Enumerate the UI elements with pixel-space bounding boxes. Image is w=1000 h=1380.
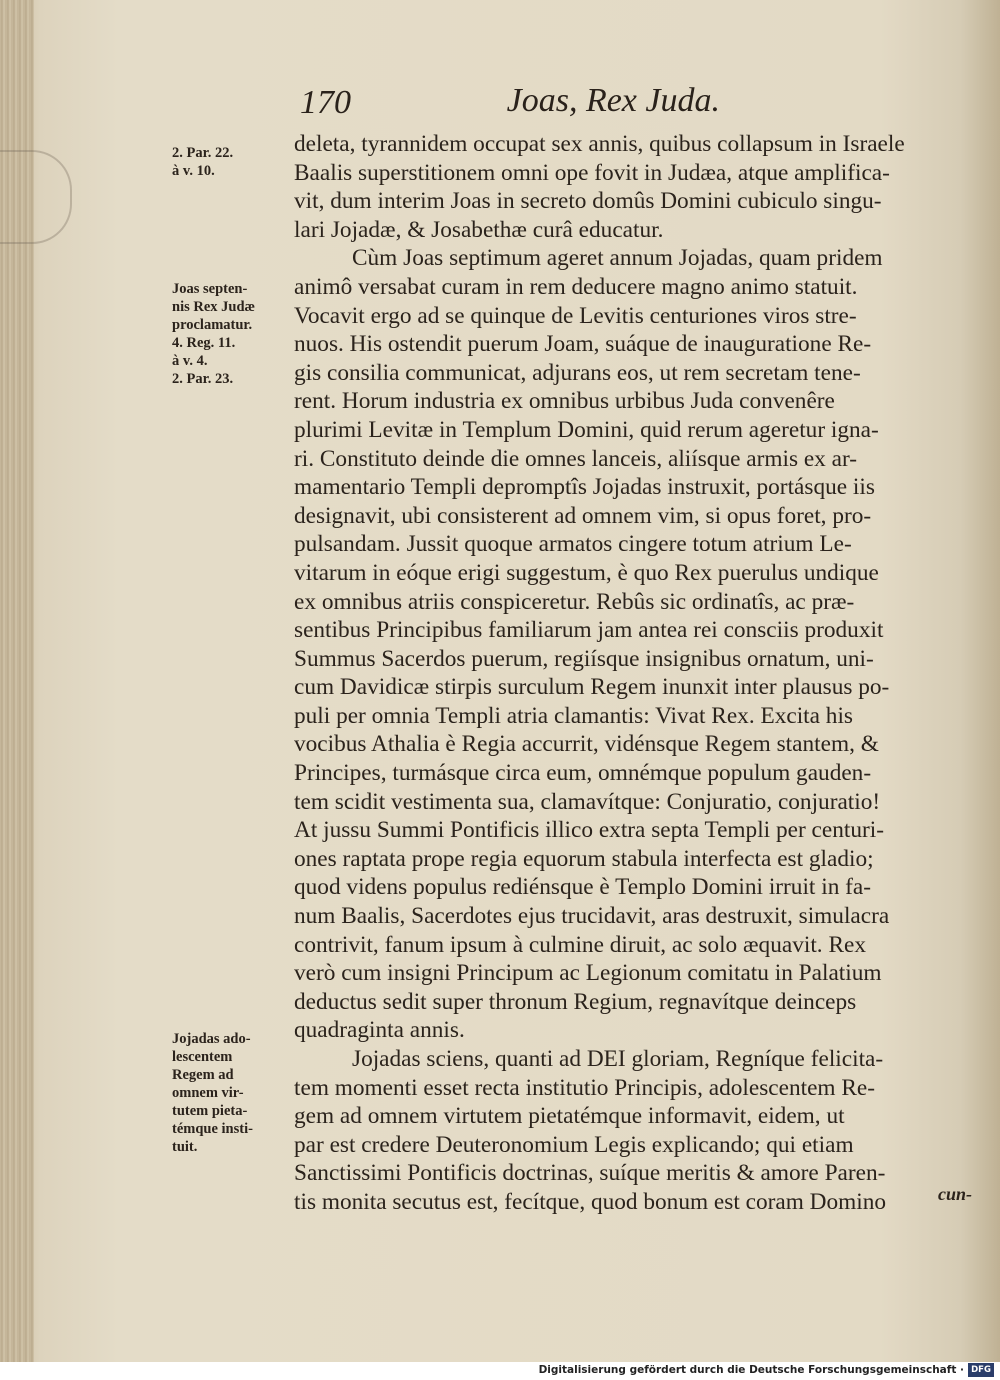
text-line: pulsandam. Jussit quoque armatos cingere totum atrium Le- bbox=[294, 531, 852, 558]
text-line: ri. Constituto deinde die omnes lanceis, aliísque armis ex ar- bbox=[294, 445, 858, 472]
text-line: deductus sedit super thronum Regium, regnavítque deinceps bbox=[294, 988, 857, 1015]
text-line: vocibus Athalia è Regia accurrit, vidénsque Regem stantem, & bbox=[294, 731, 879, 758]
text-line: gis consilia communicat, adjurans eos, ut rem secretam tene- bbox=[294, 359, 861, 386]
page-number: 170 bbox=[300, 84, 351, 121]
text-line: animô versabat curam in rem deducere magno animo statuit. bbox=[294, 273, 858, 300]
side-note-line: 2. Par. 23. bbox=[172, 371, 234, 387]
text-line: Summus Sacerdos puerum, regiísque insignibus ornatum, uni- bbox=[294, 645, 874, 672]
text-line: Sanctissimi Pontificis doctrinas, suíque meritis & amore Paren- bbox=[294, 1160, 886, 1187]
text-line: At jussu Summi Pontificis illico extra septa Templi per centuri- bbox=[294, 817, 884, 844]
text-line: plurimi Levitæ in Templum Domini, quid rerum ageretur igna- bbox=[294, 416, 879, 443]
page-header bbox=[300, 78, 720, 128]
text-line: deleta, tyrannidem occupat sex annis, quibus collapsum in Israele bbox=[294, 131, 905, 157]
text-line: puli per omnia Templi atria clamantis: Vivat Rex. Excita his bbox=[294, 702, 853, 729]
text-line: Cùm Joas septimum ageret annum Jojadas, quam pridem bbox=[352, 245, 883, 272]
side-note-line: nis Rex Judæ bbox=[172, 299, 255, 315]
text-line: quadraginta annis. bbox=[294, 1017, 465, 1044]
side-note-line: Joas septen- bbox=[172, 281, 248, 297]
text-line: Jojadas sciens, quanti ad DEI gloriam, Regníque felicita- bbox=[352, 1046, 884, 1072]
text-line: Vocavit ergo ad se quinque de Levitis centuriones viros stre- bbox=[294, 302, 857, 329]
text-line: quod videns populus rediénsque è Templo Domini irruit in fa- bbox=[294, 874, 872, 901]
side-note-line: tutem pieta- bbox=[172, 1103, 248, 1119]
text-line: tis monita secutus est, fecítque, quod bonum est coram Domino bbox=[294, 1188, 887, 1215]
side-note-line: témque insti- bbox=[172, 1121, 253, 1137]
side-note-line: 4. Reg. 11. bbox=[172, 335, 236, 351]
side-note-line: à v. 10. bbox=[172, 163, 215, 179]
side-note-line: tuit. bbox=[172, 1139, 198, 1155]
text-line: lari Jojadæ, & Josabethæ curâ educatur. bbox=[294, 216, 664, 243]
text-line: ex omnibus atriis conspiceretur. Rebûs sic ordinatîs, ac præ- bbox=[294, 588, 855, 615]
text-line: rent. Horum industria ex omnibus urbibus Juda convenêre bbox=[294, 388, 835, 415]
text-line: nuos. His ostendit puerum Joam, suáque de inauguratione Re- bbox=[294, 331, 872, 358]
side-note-line: omnem vir- bbox=[172, 1085, 244, 1101]
text-line: Principes, turmásque circa eum, omnémque populum gauden- bbox=[294, 760, 872, 787]
side-note-line: lescentem bbox=[172, 1049, 233, 1065]
side-note-line: Regem ad bbox=[172, 1067, 234, 1083]
text-line: designavit, ubi consisterent ad omnem vim, si opus foret, pro- bbox=[294, 502, 872, 529]
text-line: Baalis superstitionem omni ope fovit in Judæa, atque amplifica- bbox=[294, 159, 890, 186]
running-head: Joas, Rex Juda. bbox=[506, 82, 720, 119]
dfg-logo: DFG bbox=[968, 1363, 994, 1377]
text-line: num Baalis, Sacerdotes ejus trucidavit, aras destruxit, simulacra bbox=[294, 903, 890, 930]
text-line: gem ad omnem virtutem pietatémque informavit, eidem, ut bbox=[294, 1103, 845, 1130]
text-line: vitarum in eóque erigi suggestum, è quo Rex puerulus undique bbox=[294, 559, 879, 586]
text-line: ones raptata prope regia equorum stabula interfecta est gladio; bbox=[294, 845, 874, 872]
side-note-line: à v. 4. bbox=[172, 353, 208, 369]
side-note-line: Jojadas ado- bbox=[172, 1031, 251, 1047]
side-note bbox=[172, 1030, 292, 1156]
body-text bbox=[294, 130, 994, 1217]
text-line: sentibus Principibus familiarum jam antea rei consciis produxit bbox=[294, 617, 884, 644]
side-note bbox=[172, 144, 292, 180]
side-note bbox=[172, 280, 292, 388]
text-line: vit, dum interim Joas in secreto domûs Domini cubiculo singu- bbox=[294, 188, 882, 215]
text-line: mamentario Templi depromptîs Jojadas instruxit, portásque iis bbox=[294, 474, 875, 501]
page-tab-mark bbox=[0, 150, 72, 244]
side-note-line: 2. Par. 22. bbox=[172, 145, 234, 161]
catchword: cun- bbox=[938, 1184, 973, 1204]
footer-credit: Digitalisierung gefördert durch die Deutsche Forschungsgemeinschaft · bbox=[538, 1364, 964, 1376]
text-line: contrivit, fanum ipsum à culmine diruit, ac solo æquavit. Rex bbox=[294, 931, 866, 958]
text-line: tem momenti esset recta institutio Principis, adolescentem Re- bbox=[294, 1074, 875, 1101]
text-line: cum Davidicæ stirpis surculum Regem inunxit inter plausus po- bbox=[294, 674, 890, 701]
text-line: par est credere Deuteronomium Legis explicando; qui etiam bbox=[294, 1131, 854, 1158]
side-note-line: proclamatur. bbox=[172, 317, 253, 333]
text-line: tem scidit vestimenta sua, clamavítque: Conjuratio, conjuratio! bbox=[294, 788, 881, 815]
text-line: verò cum insigni Principum ac Legionum comitatu in Palatium bbox=[294, 960, 882, 987]
